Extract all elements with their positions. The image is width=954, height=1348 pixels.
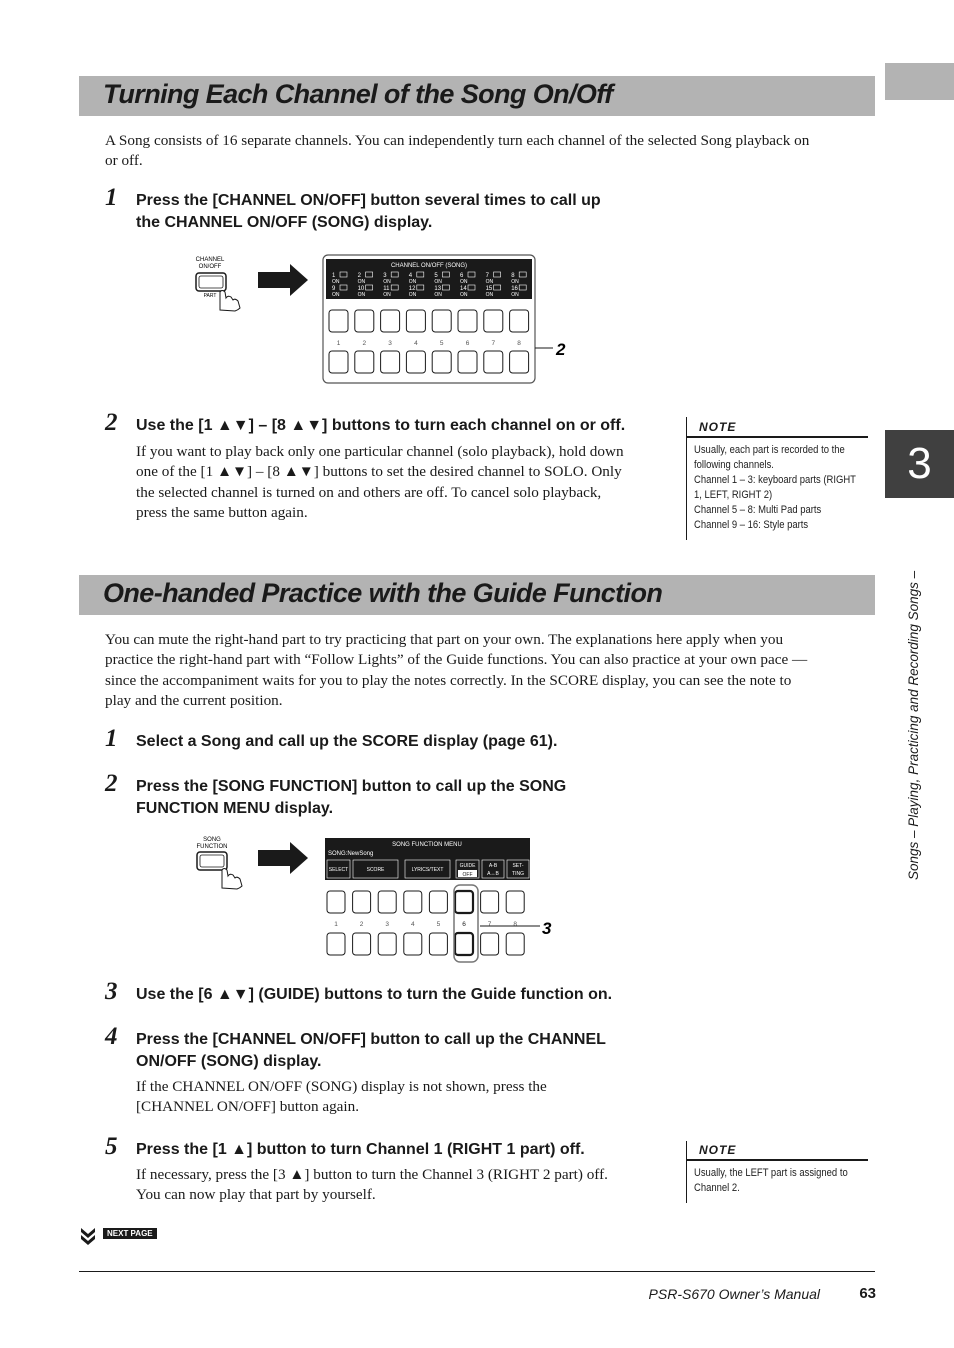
footer-rule [79,1271,875,1272]
down-button [378,933,396,955]
footer-manual-title: PSR-S670 Owner’s Manual [648,1286,820,1302]
step-body [136,1165,676,1206]
step-heading-line: Press the [SONG FUNCTION] button to call up the SONG [136,778,567,795]
pressing-hand-icon [220,291,240,312]
step-number: 3 [105,978,118,1005]
note-line: Usually, the LEFT part is assigned to [694,1167,848,1179]
channel-state: ON [460,279,468,285]
channel-state: ON [485,292,494,298]
channel-number: 6 [460,273,464,279]
channel-number: 16 [511,286,518,292]
body-line: You can now play that part by yourself. [136,1186,376,1204]
channel-number: 11 [383,286,390,292]
button-label: FUNCTION [196,844,228,850]
screen-title: SONG FUNCTION MENU [392,842,462,848]
screen-title: CHANNEL ON/OFF (SONG) [390,263,468,269]
channel-number: 8 [511,273,515,279]
channel-state: ON [357,279,366,285]
body-line: [CHANNEL ON/OFF] button again. [136,1098,360,1116]
down-button [481,933,499,955]
page-number: 63 [859,1285,876,1302]
channel-number: 3 [383,273,387,279]
section-heading-bar [79,575,875,615]
button-number: 8 [517,340,521,347]
channel-number: 14 [460,286,467,292]
channel-state: ON [460,292,468,298]
intro-line: since the accompaniment waits for you to play the notes correctly. In the SCORE display, you can see the note to [105,671,792,689]
step-heading: Press the [1 ▲] button to turn Channel 1 (RIGHT 1 part) off. [136,1141,585,1158]
channel-state: ON [408,279,417,285]
section-title: One-handed Practice with the Guide Function [103,578,663,608]
channel-number: 7 [485,273,489,279]
arrow-right-icon [258,264,308,296]
note-line: following channels. [694,459,774,471]
channel-state: ON [511,279,519,285]
next-page-marker [79,1226,153,1251]
intro-line: play and the current position. [105,691,283,709]
section-title: Turning Each Channel of the Song On/Off [103,79,613,109]
note-text [694,443,866,533]
intro-line: practice the right-hand part with “Follow Lights” of the Guide functions. You can also practice at your own pace — [105,651,808,669]
body-line: one of the [1 ▲▼] – [8 ▲▼] buttons to set the desired channel to SOLO. Only [136,463,622,481]
down-button [327,933,345,955]
channel-number: 1 [332,273,336,279]
step-heading-line: FUNCTION MENU display. [136,800,334,817]
button-number: 3 [385,921,390,928]
channel-state: ON [408,292,417,298]
up-button [429,891,447,913]
note-line: Channel 1 – 3: keyboard parts (RIGHT [694,474,856,486]
song-function-figure [190,830,570,968]
step-number: 4 [105,1023,118,1050]
down-button [506,933,524,955]
button-number: 2 [359,921,364,928]
arrow-right-icon [258,842,308,874]
note-line: 1, LEFT, RIGHT 2) [694,489,773,501]
button-number: 6 [465,340,470,347]
part-label: PART [203,293,217,299]
note-line: Channel 5 – 8: Multi Pad parts [694,504,822,516]
button-number: 3 [388,340,392,347]
up-button [432,310,451,332]
menu-guide: GUIDE [459,863,476,869]
channel-state: ON [383,292,391,298]
up-button [378,891,396,913]
menu-setting: SET- [512,863,524,869]
note-heading: NOTE [699,1143,737,1157]
channel-state: ON [511,292,519,298]
side-tab-top [885,63,954,100]
callout-number: 2 [556,340,566,359]
button-number: 6 [462,921,466,928]
step-heading: Use the [1 ▲▼] – [8 ▲▼] buttons to turn each channel on or off. [136,417,626,434]
step-heading-line: Press the [CHANNEL ON/OFF] button several times to call up [136,192,601,209]
channel-state: ON [485,279,494,285]
down-button [429,933,447,955]
button-label: SONG [203,837,221,843]
menu-select: SELECT [328,867,349,873]
step-heading [136,776,566,820]
menu-ab-sub: A↔B [487,871,499,877]
up-button [327,891,345,913]
up-button [510,310,529,332]
channel-state: ON [332,292,340,298]
step-heading-line: the CHANNEL ON/OFF (SONG) display. [136,214,433,231]
button-number: 4 [410,921,415,928]
down-button [406,351,425,373]
step-number: 2 [105,409,118,436]
body-line: If you want to play back only one particular channel (solo playback), hold down [136,443,624,460]
up-button [381,310,400,332]
up-button [406,310,425,332]
step-heading-line: Press the [CHANNEL ON/OFF] button to call up the CHANNEL [136,1031,606,1048]
button-label: CHANNEL [195,257,225,263]
channel-number: 15 [485,286,493,292]
button-number: 4 [414,340,418,347]
note-rule [686,436,868,438]
up-button [455,891,473,913]
section-heading-bar [79,76,875,116]
callout-number: 3 [542,919,552,938]
down-button [484,351,503,373]
step-number: 2 [105,770,118,797]
menu-guide-state: OFF [462,872,473,878]
channel-number: 10 [357,286,365,292]
next-page-label: NEXT PAGE [103,1228,157,1239]
down-button [355,351,374,373]
step-body [136,1077,676,1118]
menu-score: SCORE [366,867,385,873]
button-number: 5 [436,921,441,928]
intro-line: or off. [105,152,143,170]
song-name: SONG:NewSong [328,851,374,857]
channel-onoff-figure [190,250,580,390]
button-number: 5 [439,340,444,347]
note-border [686,1141,687,1203]
body-line: press the same button again. [136,503,308,521]
menu-setting: TING [512,871,524,877]
body-line: If the CHANNEL ON/OFF (SONG) display is not shown, press the [136,1078,547,1095]
button-label: ON/OFF [198,264,222,270]
up-button [506,891,524,913]
step-heading [136,190,601,234]
button-number: 1 [336,340,341,347]
channel-number: 13 [434,286,442,292]
channel-number: 9 [332,286,336,292]
channel-state: ON [383,279,391,285]
down-button [510,351,529,373]
double-chevron-down-icon [79,1226,97,1246]
down-button [404,933,422,955]
note-line: Channel 9 – 16: Style parts [694,519,809,531]
channel-state: ON [434,279,442,285]
button-number: 2 [362,340,367,347]
channel-number: 5 [434,273,438,279]
step-heading: Select a Song and call up the SCORE display (page 61). [136,733,558,750]
up-button [481,891,499,913]
up-button [404,891,422,913]
channel-state: ON [434,292,442,298]
body-line: If necessary, press the [3 ▲] button to turn the Channel 3 (RIGHT 2 part) off. [136,1166,608,1183]
menu-ab: A-B [488,863,498,869]
up-button [458,310,477,332]
channel-state: ON [332,279,340,285]
button-number: 7 [487,921,492,928]
button-number: 1 [334,921,338,928]
section-intro [105,630,880,711]
note-line: Usually, each part is recorded to the [694,444,845,456]
down-button [381,351,400,373]
note-rule [686,1159,868,1161]
intro-line: You can mute the right-hand part to try practicing that part on your own. The explanations here apply when you [105,631,784,648]
channel-number: 4 [408,273,413,279]
step-heading-line: ON/OFF (SONG) display. [136,1053,322,1070]
up-button [355,310,374,332]
pressing-hand-icon [222,869,242,890]
section-intro [105,131,875,172]
step-body [136,442,676,523]
button-number: 8 [513,921,518,928]
channel-state: ON [357,292,366,298]
chapter-side-title: Songs – Playing, Practicing and Recording Songs – [906,570,921,880]
note-text [694,1166,866,1196]
intro-line: A Song consists of 16 separate channels. You can independently turn each channel of the selected Song playback on [105,132,810,149]
note-heading: NOTE [699,420,737,434]
down-button [432,351,451,373]
up-button [353,891,371,913]
down-button [329,351,348,373]
step-heading [136,1029,606,1073]
chapter-tab: 3 [885,430,954,498]
step-number: 1 [105,725,118,752]
button-number: 7 [491,340,496,347]
channel-number: 12 [408,286,416,292]
body-line: the selected channel is turned on and others are off. To cancel solo playback, [136,483,602,501]
down-button [353,933,371,955]
note-line: Channel 2. [694,1182,740,1194]
step-number: 1 [105,184,118,211]
down-button [455,933,473,955]
up-button [329,310,348,332]
up-button [484,310,503,332]
down-button [458,351,477,373]
step-number: 5 [105,1133,118,1160]
step-heading: Use the [6 ▲▼] (GUIDE) buttons to turn the Guide function on. [136,986,613,1003]
menu-lyrics: LYRICS/TEXT [411,867,444,873]
channel-number: 2 [357,273,361,279]
